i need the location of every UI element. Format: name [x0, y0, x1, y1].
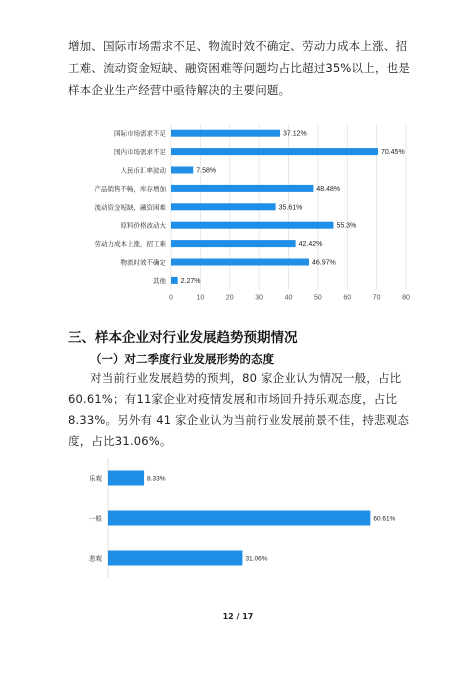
- tick-label: 40: [284, 294, 293, 302]
- data-label: 2.27%: [180, 277, 201, 285]
- category-label: 国际市场需求不足: [114, 130, 166, 138]
- category-label: 流动资金短缺，融资困难: [94, 204, 166, 212]
- tick-label: 0: [169, 294, 173, 302]
- data-label: 7.58%: [196, 167, 217, 175]
- category-label: 悲观: [89, 555, 102, 563]
- bar: [108, 471, 144, 486]
- bar: [171, 222, 333, 229]
- data-label: 35.61%: [278, 204, 303, 212]
- page-number: 12 / 17: [222, 612, 254, 621]
- intro-paragraph: 增加、国际市场需求不足、物流时效不确定、劳动力成本上涨、招工难、流动资金短缺、融资困难等问题均占比超过35%以上，也是样本企业生产经营中亟待解决的主要问题。: [68, 39, 411, 97]
- category-label: 人民币汇率波动: [120, 167, 166, 175]
- bar: [171, 167, 193, 174]
- data-label: 46.97%: [311, 259, 336, 267]
- data-label: 31.06%: [245, 555, 268, 563]
- bar: [171, 185, 313, 192]
- attitude-paragraph: 对当前行业发展趋势的预判，80 家企业认为情况一般，占比60.61%；有11家企业对疫情发展和市场回升持乐观态度，占比8.33%。另外有 41 家企业认为当前行业发展前景不佳，持悲观态度，占比31.06%。: [68, 371, 410, 448]
- tick-label: 50: [313, 294, 322, 302]
- tick-label: 80: [402, 294, 410, 302]
- category-label: 国内市场需求不足: [114, 149, 166, 157]
- bar: [108, 551, 242, 566]
- bar: [171, 240, 296, 247]
- problems-bar-chart: [60, 120, 420, 310]
- category-label: 一般: [89, 515, 102, 523]
- tick-label: 60: [343, 294, 352, 302]
- data-label: 42.42%: [298, 241, 323, 249]
- category-label: 物流时效不确定: [120, 259, 166, 267]
- bar: [171, 148, 378, 155]
- tick-label: 10: [196, 294, 205, 302]
- category-label: 乐观: [89, 475, 102, 483]
- bar: [171, 130, 280, 137]
- data-label: 55.3%: [336, 222, 357, 230]
- bar: [171, 277, 178, 284]
- attitude-bar-chart: [60, 452, 420, 582]
- tick-label: 70: [372, 294, 381, 302]
- data-label: 70.45%: [380, 149, 405, 157]
- data-label: 8.33%: [147, 475, 166, 483]
- data-label: 60.61%: [373, 515, 396, 523]
- bar: [108, 511, 370, 526]
- tick-label: 30: [255, 294, 264, 302]
- bar: [171, 259, 309, 266]
- bar: [171, 203, 276, 210]
- category-label: 劳动力成本上涨，招工难: [94, 241, 166, 249]
- category-label: 产品销售不畅，库存增加: [94, 185, 166, 193]
- section-heading: 三、样本企业对行业发展趋势预期情况: [68, 330, 298, 346]
- data-label: 48.48%: [316, 185, 341, 193]
- subsection-heading: （一）对二季度行业发展形势的态度: [90, 352, 274, 366]
- data-label: 37.12%: [283, 130, 307, 138]
- category-label: 其他: [153, 277, 166, 285]
- category-label: 原料价格波动大: [120, 222, 166, 230]
- tick-label: 20: [225, 294, 234, 302]
